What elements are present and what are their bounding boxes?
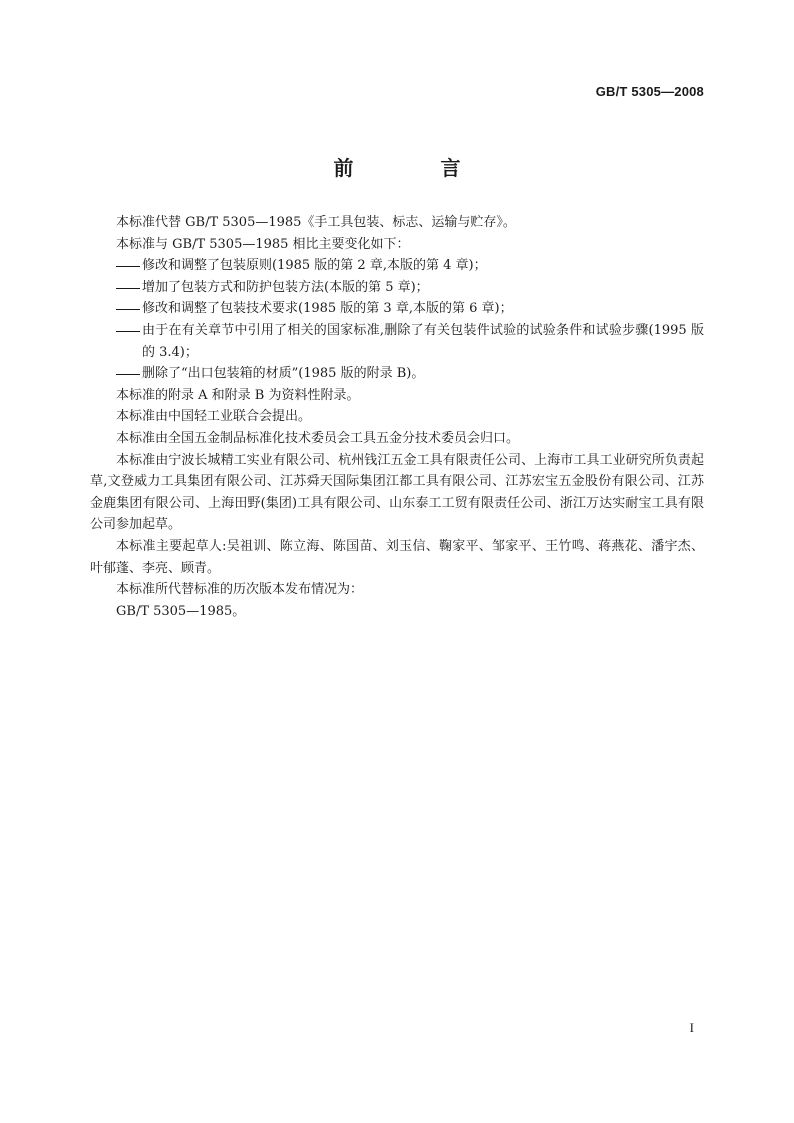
list-item-change: 修改和调整了包装技术要求(1985 版的第 3 章,本版的第 6 章)； [142,301,513,317]
page-number: I [689,1020,694,1035]
paragraph-proposed-by: 本标准由中国轻工业联合会提出。 [116,409,312,425]
paragraph-history-intro: 本标准所代替标准的历次版本发布情况为： [116,582,364,598]
foreword-body [90,212,704,622]
standard-code: GB/T 5305—2008 [595,84,704,99]
list-item-change: 修改和调整了包装原则(1985 版的第 2 章,本版的第 4 章)； [142,258,487,274]
paragraph-annexes: 本标准的附录 A 和附录 B 为资料性附录。 [116,387,360,403]
paragraph-administered-by: 本标准由全国五金制品标准化技术委员会工具五金分技术委员会归口。 [116,430,520,446]
list-item-change: 增加了包装方式和防护包装方法(本版的第 5 章)； [142,279,429,295]
paragraph-drafting-orgs: 本标准由宁波长城精工实业有限公司、杭州钱江五金工具有限责任公司、上海市工具工业研究所负责起草,文登威力工具集团有限公司、江苏舜天国际集团江都工具有限公司、江苏宏宝五金股份有限公司、江苏金鹿集团有限公司、上海田野(集团)工具有限公司、山东泰工工贸有限责任公司、浙江万达实耐宝工具有限公司参加起草。 [90,452,704,533]
paragraph-changes-intro: 本标准与 GB/T 5305—1985 相比主要变化如下： [116,236,410,252]
paragraph-replaces: 本标准代替 GB/T 5305—1985《手工具包装、标志、运输与贮存》。 [116,215,516,230]
paragraph-history-item: GB/T 5305—1985。 [116,603,246,619]
page-title: 前 言 [333,156,501,180]
list-item-change: 由于在有关章节中引用了相关的国家标准,删除了有关包装件试验的试验条件和试验步骤(1995 版的 3.4)； [142,322,704,360]
paragraph-drafters: 本标准主要起草人:吴祖训、陈立海、陈国苗、刘玉信、鞠家平、邹家平、王竹鸣、蒋燕花、潘宇杰、叶郁蓬、李亮、顾青。 [90,538,704,576]
list-item-change: 删除了“出口包装箱的材质”(1985 版的附录 B)。 [142,366,425,382]
